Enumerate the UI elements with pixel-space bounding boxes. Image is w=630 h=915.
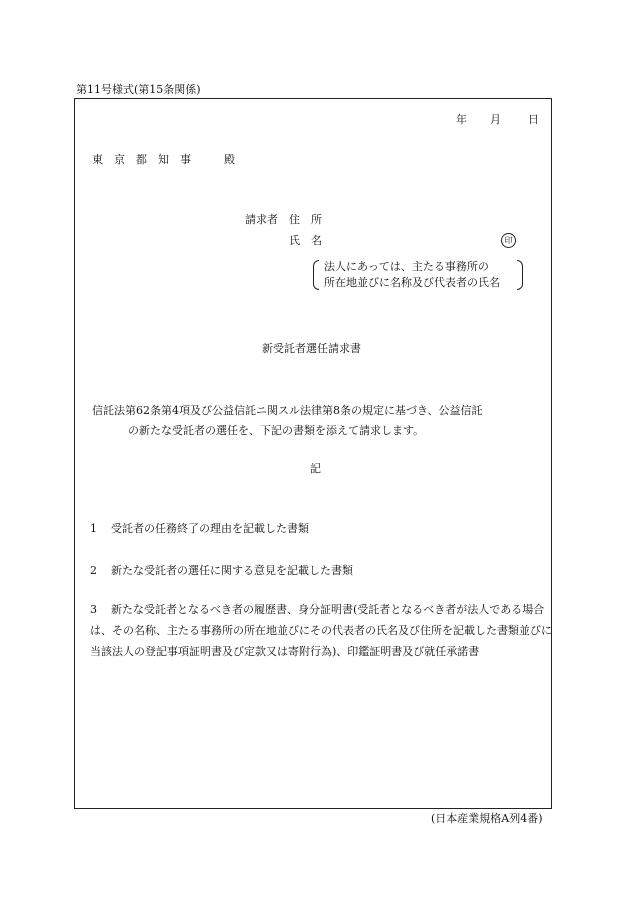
document-title: 新受託者選任請求書: [262, 342, 361, 355]
item-text: 新たな受託者となるべき者の履歴書、身分証明書(受託者となるべき者が法人である場合は、その名称、主たる事務所の所在地並びにその代表者の氏名及び住所を記載した書類並びに当該法人の登記事項証明書及び定款又は寄附行為)、印鑑証明書及び就任承諾書: [90, 603, 552, 658]
date-month: 月: [490, 113, 501, 126]
address-label: 住 所: [289, 213, 322, 226]
body-line-1: 信託法第62条第4項及び公益信託ニ関スル法律第8条の規定に基づき、公益信託: [92, 404, 483, 417]
item-number: 2: [90, 564, 97, 577]
item-number: 1: [90, 522, 97, 535]
item-number: 3: [90, 603, 97, 616]
item-text: 受託者の任務終了の理由を記載した書類: [111, 522, 309, 535]
footer-note: (日本産業規格A列4番): [431, 812, 543, 825]
body-line-2: の新たな受託者の選任を、下記の書類を添えて請求します。: [128, 424, 425, 437]
form-number: 第11号様式(第15条関係): [76, 83, 201, 96]
seal-mark: 印: [501, 233, 516, 248]
list-item: [90, 560, 550, 581]
note-bracket-left: [313, 260, 319, 290]
requester-note-line1: 法人にあっては、主たる事務所の: [324, 260, 489, 273]
note-bracket-right: [517, 260, 523, 290]
addressee: 東 京 都 知 事 殿: [92, 153, 235, 166]
date-year: 年: [456, 113, 467, 126]
form-frame: [74, 98, 552, 809]
ki-heading: 記: [310, 462, 321, 475]
list-item: [90, 599, 552, 662]
date-day: 日: [528, 113, 539, 126]
requester-note-line2: 所在地並びに名称及び代表者の氏名: [324, 276, 500, 289]
item-text: 新たな受託者の選任に関する意見を記載した書類: [111, 564, 353, 577]
list-item: [90, 518, 550, 539]
requester-label: 請求者: [245, 213, 278, 226]
name-label: 氏 名: [289, 234, 322, 247]
